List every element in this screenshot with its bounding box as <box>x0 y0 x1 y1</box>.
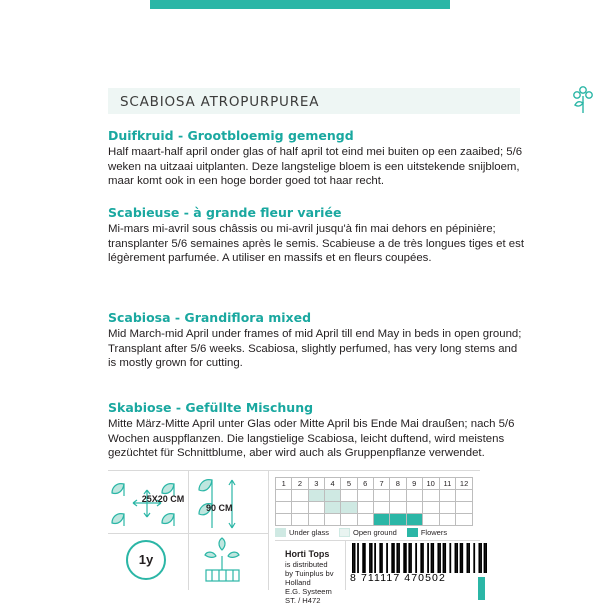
section-de <box>108 400 528 461</box>
legend-label-flowers: Flowers <box>420 528 448 537</box>
barcode-number: 8 711117 470502 <box>350 572 446 584</box>
calendar-sow-row <box>276 490 473 502</box>
calendar-header-row <box>276 478 473 490</box>
divider-vertical <box>268 470 269 590</box>
legend-item-open-ground <box>339 528 397 537</box>
section-fr-body: Mi-mars mi-avril sous châssis ou mi-avril jusqu'à fin mai dehors en pépinière; transplanter 5/6 semaines après le semis. Scabieuse a de très longues tiges et est légèrement parfumée. A utiliser en massifs et en fleurs coupées. <box>108 223 524 265</box>
calendar-table <box>275 477 473 526</box>
month-cell: 8 <box>390 478 406 490</box>
section-fr <box>108 205 528 266</box>
calendar-legend <box>275 528 480 537</box>
legend-item-flowers <box>407 528 447 537</box>
month-cell: 10 <box>422 478 439 490</box>
legend-swatch-open-ground <box>339 528 350 537</box>
divider-brand-barcode <box>345 540 346 590</box>
brand-line-4: E.G. Systeem <box>285 587 332 596</box>
brand-block <box>285 550 334 605</box>
brand-name: Horti Tops <box>285 549 330 559</box>
lifecycle-label: 1y <box>138 552 154 567</box>
section-de-body: Mitte März-Mitte April unter Glas oder Mitte April bis Ende Mai draußen; nach 5/6 Wochen ausppflanzen. Die langstielige Scabiosa, leicht duftend, wird meistens gezüchtet für Schnittblume, aber wird auch als Gruppenpflanze verwendet. <box>108 418 515 460</box>
divider-calendar-bottom <box>275 540 480 541</box>
month-cell: 7 <box>373 478 389 490</box>
month-cell: 1 <box>276 478 292 490</box>
brand-line-2: by Tuinplus bv <box>285 569 334 578</box>
month-cell: 11 <box>439 478 456 490</box>
page-title: SCABIOSA ATROPURPUREA <box>120 94 320 110</box>
section-nl <box>108 128 528 189</box>
month-cell: 12 <box>456 478 473 490</box>
top-accent-bar <box>150 0 450 9</box>
section-nl-body: Half maart-half april onder glas of half april tot eind mei buiten op een zaaibed; 5/6 weken na uitzaai uitplanten. Deze langstelige bloem is een uitstekende snijbloem, maar komt ook in een hoge border goed tot haar recht. <box>108 146 523 188</box>
spacing-label: 25X20 CM <box>141 494 185 504</box>
legend-swatch-flowers <box>407 528 418 537</box>
legend-label-under-glass: Under glass <box>289 528 330 537</box>
month-cell: 5 <box>341 478 357 490</box>
legend-swatch-under-glass <box>275 528 286 537</box>
legend-item-under-glass <box>275 528 329 537</box>
month-cell: 6 <box>357 478 373 490</box>
month-cell: 2 <box>292 478 308 490</box>
brand-line-3: Holland <box>285 578 311 587</box>
legend-label-open-ground: Open ground <box>353 528 397 537</box>
section-en-body: Mid March-mid April under frames of mid April till end May in beds in open ground; Transplant after 5/6 weeks. Scabiosa, slightly perfumed, has very long stems and is mostly grown for cutting. <box>108 328 522 370</box>
section-fr-heading: Scabieuse - à grande fleur variée <box>108 205 342 220</box>
month-cell: 4 <box>324 478 340 490</box>
section-de-heading: Skabiose - Gefüllte Mischung <box>108 400 314 415</box>
month-cell: 9 <box>406 478 422 490</box>
section-en-heading: Scabiosa - Grandiflora mixed <box>108 310 312 325</box>
calendar-flower-row <box>276 514 473 526</box>
section-nl-heading: Duifkruid - Grootbloemig gemengd <box>108 128 354 143</box>
calendar-plant-row <box>276 502 473 514</box>
brand-line-1: is distributed <box>285 560 328 569</box>
sowing-calendar <box>275 477 473 526</box>
flower-icon <box>570 84 596 114</box>
brand-line-5: ST. / H472 <box>285 596 321 605</box>
height-label: 90 CM <box>206 503 233 513</box>
section-en <box>108 310 528 371</box>
month-cell: 3 <box>308 478 324 490</box>
